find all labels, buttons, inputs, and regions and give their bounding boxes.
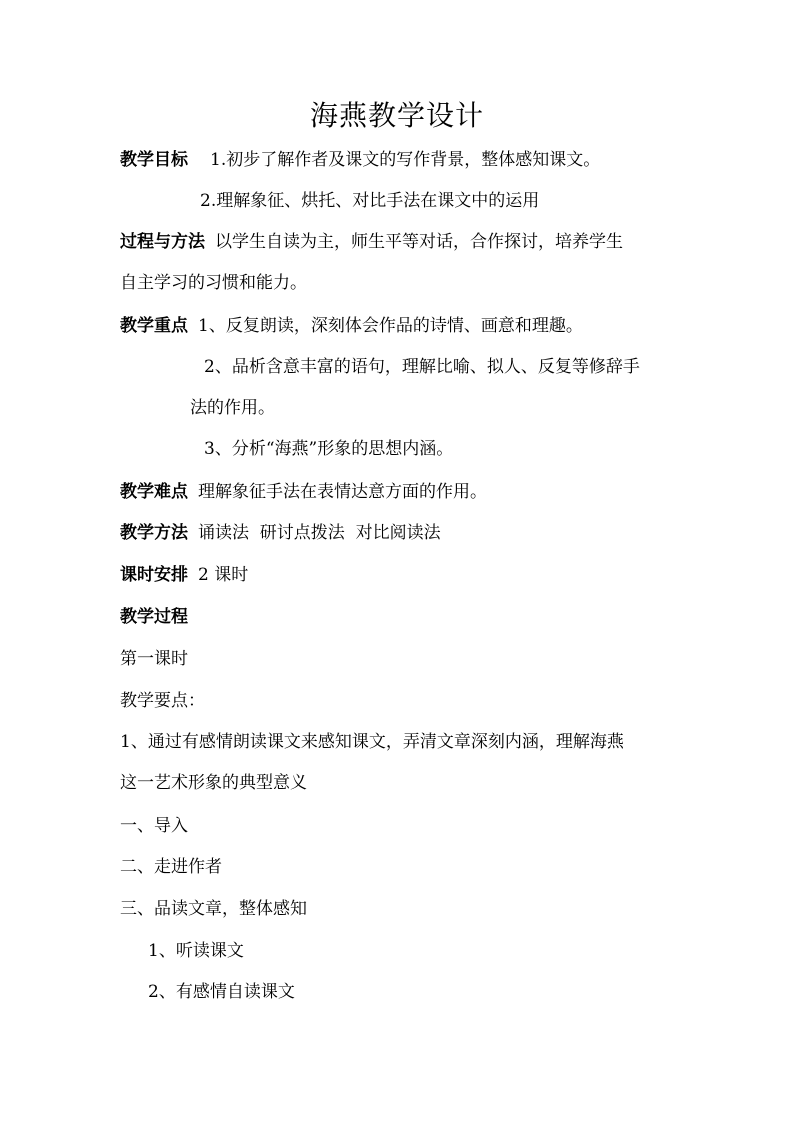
- goals-label: 教学目标: [120, 150, 188, 170]
- lesson-heading: 第一课时: [120, 649, 188, 669]
- key-points-item-3: 3、分析“海燕”形象的思想内涵。: [204, 439, 454, 459]
- goals-item-2: 2.理解象征、烘托、对比手法在课文中的运用: [200, 191, 540, 211]
- key-points-label: 教学重点: [120, 316, 188, 336]
- difficulty-text: 理解象征手法在表情达意方面的作用。: [198, 482, 487, 502]
- step-author: 二、走进作者: [120, 857, 222, 877]
- schedule-text: 2 课时: [198, 565, 249, 585]
- teaching-point-1-continued: 这一艺术形象的典型意义: [120, 773, 307, 793]
- goals-item-1: 1.初步了解作者及课文的写作背景，整体感知课文。: [210, 150, 601, 170]
- process-method-text: 以学生自读为主，师生平等对话，合作探讨，培养学生: [215, 232, 623, 252]
- methods-text: 诵读法 研讨点拨法 对比阅读法: [198, 523, 441, 543]
- schedule-line: [120, 563, 248, 587]
- teaching-points-label: 教学要点：: [120, 691, 205, 711]
- goals-line: [120, 148, 600, 172]
- step-introduction: 一、导入: [120, 816, 188, 836]
- key-points-item-1: 1、反复朗读，深刻体会作品的诗情、画意和理趣。: [198, 316, 583, 336]
- schedule-label: 课时安排: [120, 565, 188, 585]
- key-points-item-2-continued: 法的作用。: [190, 398, 275, 418]
- document-title: 海燕教学设计: [309, 99, 484, 132]
- process-method-text-continued: 自主学习的习惯和能力。: [120, 273, 307, 293]
- process-method-label: 过程与方法: [120, 232, 205, 252]
- difficulty-label: 教学难点: [120, 482, 188, 502]
- process-heading: 教学过程: [120, 607, 188, 627]
- key-points-item-2: 2、品析含意丰富的语句，理解比喻、拟人、反复等修辞手: [204, 357, 640, 377]
- methods-label: 教学方法: [120, 523, 188, 543]
- teaching-point-1: 1、通过有感情朗读课文来感知课文，弄清文章深刻内涵，理解海燕: [120, 732, 624, 752]
- methods-line: [120, 521, 441, 545]
- difficulty-line: [120, 480, 487, 504]
- key-points-line: [120, 314, 583, 338]
- substep-listen: 1、听读课文: [148, 941, 244, 961]
- step-reading: 三、品读文章，整体感知: [120, 899, 307, 919]
- substep-self-read: 2、有感情自读课文: [148, 982, 295, 1002]
- process-method-line: [120, 230, 623, 254]
